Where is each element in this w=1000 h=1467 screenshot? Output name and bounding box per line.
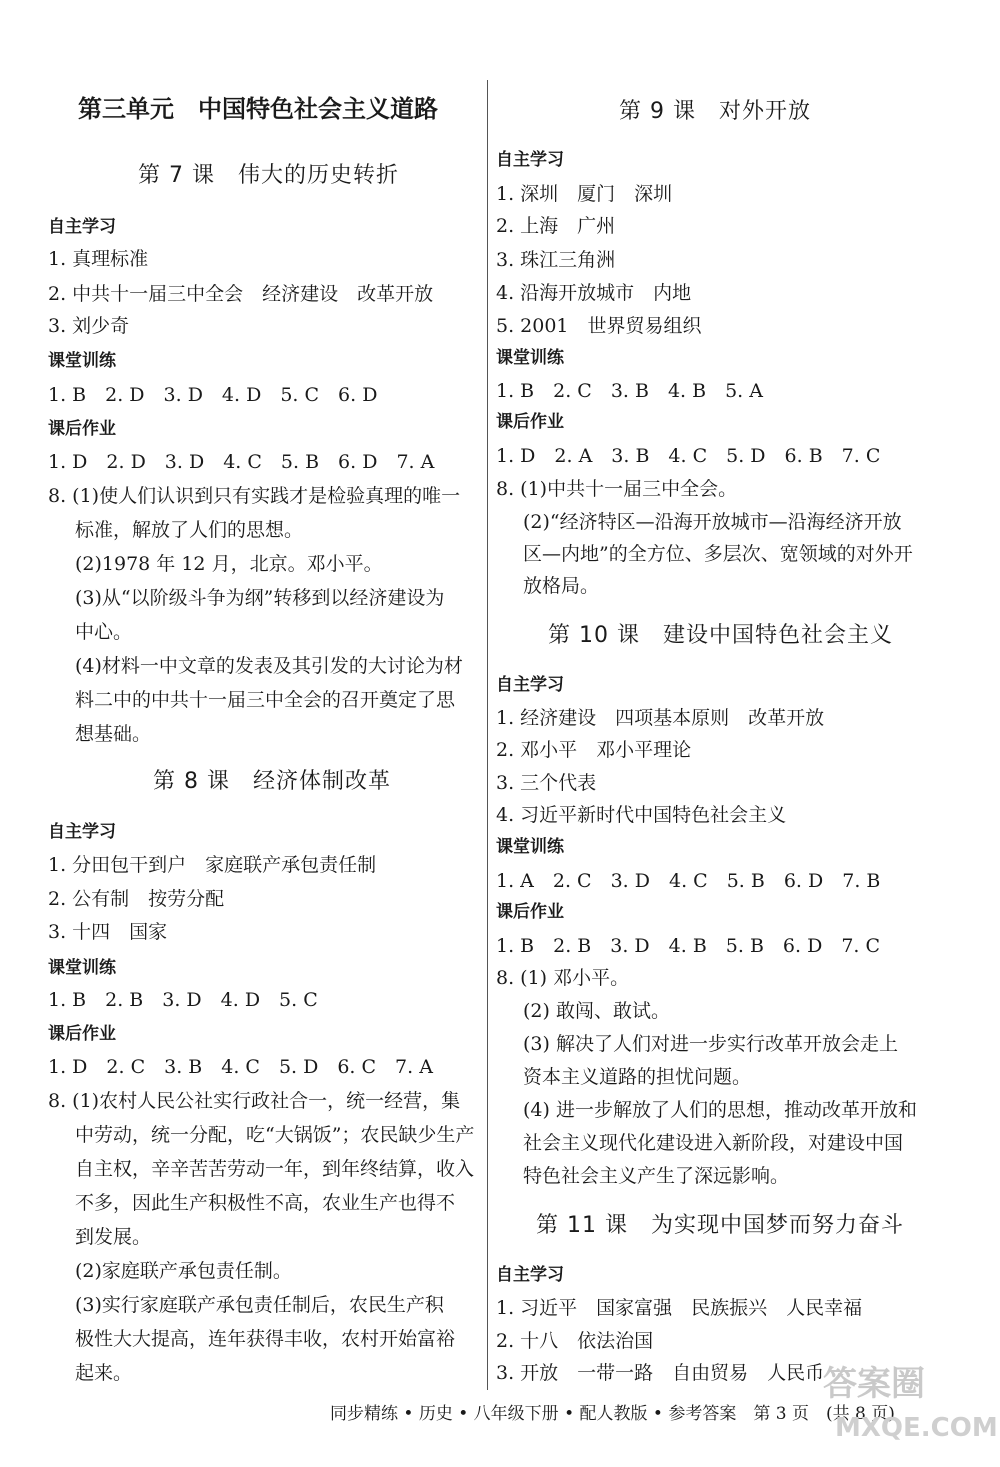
lesson-8-homework-line: 8. (1)农村人民公社实行政社合一，统一经营，集 [48, 1090, 461, 1112]
lesson-8-homework-line: 起来。 [75, 1362, 133, 1384]
lesson-11-title: 第 11 课 为实现中国梦而努力奋斗 [536, 1213, 904, 1238]
lesson-9-self-study-heading: 自主学习 [496, 150, 564, 170]
lesson-9-title: 第 9 课 对外开放 [619, 99, 811, 124]
lesson-9-class-training-heading: 课堂训练 [496, 348, 564, 368]
column-divider [487, 80, 488, 1390]
lesson-7-homework-line: 料二中的中共十一届三中全会的召开奠定了思 [75, 689, 456, 711]
lesson-7-homework-line: 1. D 2. D 3. D 4. C 5. B 6. D 7. A [48, 451, 435, 473]
page-footer: 同步精练 • 历史 • 八年级下册 • 配人教版 • 参考答案 第 3 页 (共 8 页) [330, 1404, 895, 1424]
lesson-9-homework-heading: 课后作业 [496, 412, 564, 432]
lesson-7-self-study-item: 3. 刘少奇 [48, 315, 130, 337]
lesson-8-homework-line: (3)实行家庭联产承包责任制后，农民生产积 [75, 1294, 444, 1316]
lesson-8-homework-line: 不多，因此生产积极性不高，农业生产也得不 [75, 1192, 456, 1214]
lesson-8-homework-line: 极性大大提高，连年获得丰收，农村开始富裕 [75, 1328, 456, 1350]
lesson-10-self-study-item: 2. 邓小平 邓小平理论 [496, 739, 692, 761]
lesson-9-homework-line: 放格局。 [523, 575, 600, 597]
lesson-11-self-study-item: 1. 习近平 国家富强 民族振兴 人民幸福 [496, 1297, 863, 1319]
lesson-8-self-study-item: 2. 公有制 按劳分配 [48, 888, 225, 910]
lesson-7-title: 第 7 课 伟大的历史转折 [138, 163, 399, 188]
lesson-7-homework-line: (4)材料一中文章的发表及其引发的大讨论为材 [75, 655, 463, 677]
lesson-7-self-study-item: 1. 真理标准 [48, 248, 149, 270]
lesson-7-homework-line: (3)从“以阶级斗争为纲”转移到以经济建设为 [75, 587, 445, 609]
lesson-10-homework-line: (2) 敢闯、敢试。 [523, 1000, 670, 1022]
lesson-7-homework-line: 标准，解放了人们的思想。 [75, 519, 304, 541]
lesson-8-homework-line: (2)家庭联产承包责任制。 [75, 1260, 292, 1282]
lesson-9-self-study-item: 4. 沿海开放城市 内地 [496, 282, 692, 304]
lesson-11-self-study-item: 2. 十八 依法治国 [496, 1330, 654, 1352]
lesson-8-homework-line: 1. D 2. C 3. B 4. C 5. D 6. C 7. A [48, 1056, 433, 1078]
lesson-8-homework-line: 到发展。 [75, 1226, 152, 1248]
lesson-7-homework-line: 8. (1)使人们认识到只有实践才是检验真理的唯一 [48, 485, 461, 507]
lesson-7-self-study-heading: 自主学习 [48, 217, 116, 237]
lesson-9-homework-line: (2)“经济特区—沿海开放城市—沿海经济开放 [523, 511, 902, 533]
lesson-9-homework-line: 区—内地”的全方位、多层次、宽领域的对外开 [523, 543, 913, 565]
lesson-10-self-study-item: 3. 三个代表 [496, 772, 597, 794]
lesson-10-homework-line: (4) 进一步解放了人们的思想，推动改革开放和 [523, 1099, 917, 1121]
lesson-8-class-training-answers: 1. B 2. B 3. D 4. D 5. C [48, 989, 318, 1011]
watermark-url: MXQE.COM [835, 1413, 998, 1443]
lesson-10-class-training-answers: 1. A 2. C 3. D 4. C 5. B 6. D 7. B [496, 870, 881, 892]
lesson-7-homework-heading: 课后作业 [48, 419, 116, 439]
lesson-8-title: 第 8 课 经济体制改革 [153, 769, 391, 794]
lesson-10-homework-heading: 课后作业 [496, 902, 564, 922]
lesson-10-title: 第 10 课 建设中国特色社会主义 [548, 623, 893, 648]
lesson-9-self-study-item: 1. 深圳 厦门 深圳 [496, 183, 673, 205]
lesson-8-class-training-heading: 课堂训练 [48, 958, 116, 978]
lesson-10-homework-line: (3) 解决了人们对进一步实行改革开放会走上 [523, 1033, 898, 1055]
lesson-8-self-study-item: 3. 十四 国家 [48, 921, 168, 943]
lesson-9-homework-line: 8. (1)中共十一届三中全会。 [496, 478, 738, 500]
lesson-9-self-study-item: 2. 上海 广州 [496, 215, 616, 237]
lesson-10-class-training-heading: 课堂训练 [496, 837, 564, 857]
lesson-10-homework-line: 特色社会主义产生了深远影响。 [523, 1165, 790, 1187]
lesson-10-self-study-item: 4. 习近平新时代中国特色社会主义 [496, 804, 787, 826]
lesson-8-self-study-heading: 自主学习 [48, 822, 116, 842]
lesson-10-self-study-item: 1. 经济建设 四项基本原则 改革开放 [496, 707, 825, 729]
lesson-8-homework-line: 中劳动，统一分配，吃“大锅饭”；农民缺少生产 [75, 1124, 475, 1146]
lesson-7-class-training-heading: 课堂训练 [48, 351, 116, 371]
lesson-8-homework-line: 自主权，辛辛苦苦劳动一年，到年终结算，收入 [75, 1158, 475, 1180]
lesson-7-class-training-answers: 1. B 2. D 3. D 4. D 5. C 6. D [48, 384, 378, 406]
unit-title: 第三单元 中国特色社会主义道路 [78, 95, 438, 123]
lesson-9-self-study-item: 3. 珠江三角洲 [496, 249, 616, 271]
lesson-9-homework-line: 1. D 2. A 3. B 4. C 5. D 6. B 7. C [496, 445, 881, 467]
lesson-11-self-study-heading: 自主学习 [496, 1265, 564, 1285]
lesson-9-self-study-item: 5. 2001 世界贸易组织 [496, 315, 702, 337]
lesson-7-homework-line: (2)1978 年 12 月，北京。邓小平。 [75, 553, 383, 575]
lesson-10-self-study-heading: 自主学习 [496, 675, 564, 695]
lesson-9-class-training-answers: 1. B 2. C 3. B 4. B 5. A [496, 380, 763, 402]
lesson-10-homework-line: 8. (1) 邓小平。 [496, 967, 630, 989]
watermark-text: 答案圈 [823, 1364, 925, 1404]
lesson-7-homework-line: 想基础。 [75, 723, 152, 745]
lesson-8-homework-heading: 课后作业 [48, 1024, 116, 1044]
lesson-10-homework-line: 资本主义道路的担忧问题。 [523, 1066, 752, 1088]
watermark-logo [815, 1364, 998, 1460]
lesson-11-self-study-item: 3. 开放 一带一路 自由贸易 人民币 [496, 1362, 825, 1384]
lesson-10-homework-line: 1. B 2. B 3. D 4. B 5. B 6. D 7. C [496, 935, 881, 957]
lesson-10-homework-line: 社会主义现代化建设进入新阶段，对建设中国 [523, 1132, 904, 1154]
lesson-7-homework-line: 中心。 [75, 621, 133, 643]
lesson-7-self-study-item: 2. 中共十一届三中全会 经济建设 改革开放 [48, 283, 434, 305]
lesson-8-self-study-item: 1. 分田包干到户 家庭联产承包责任制 [48, 854, 377, 876]
